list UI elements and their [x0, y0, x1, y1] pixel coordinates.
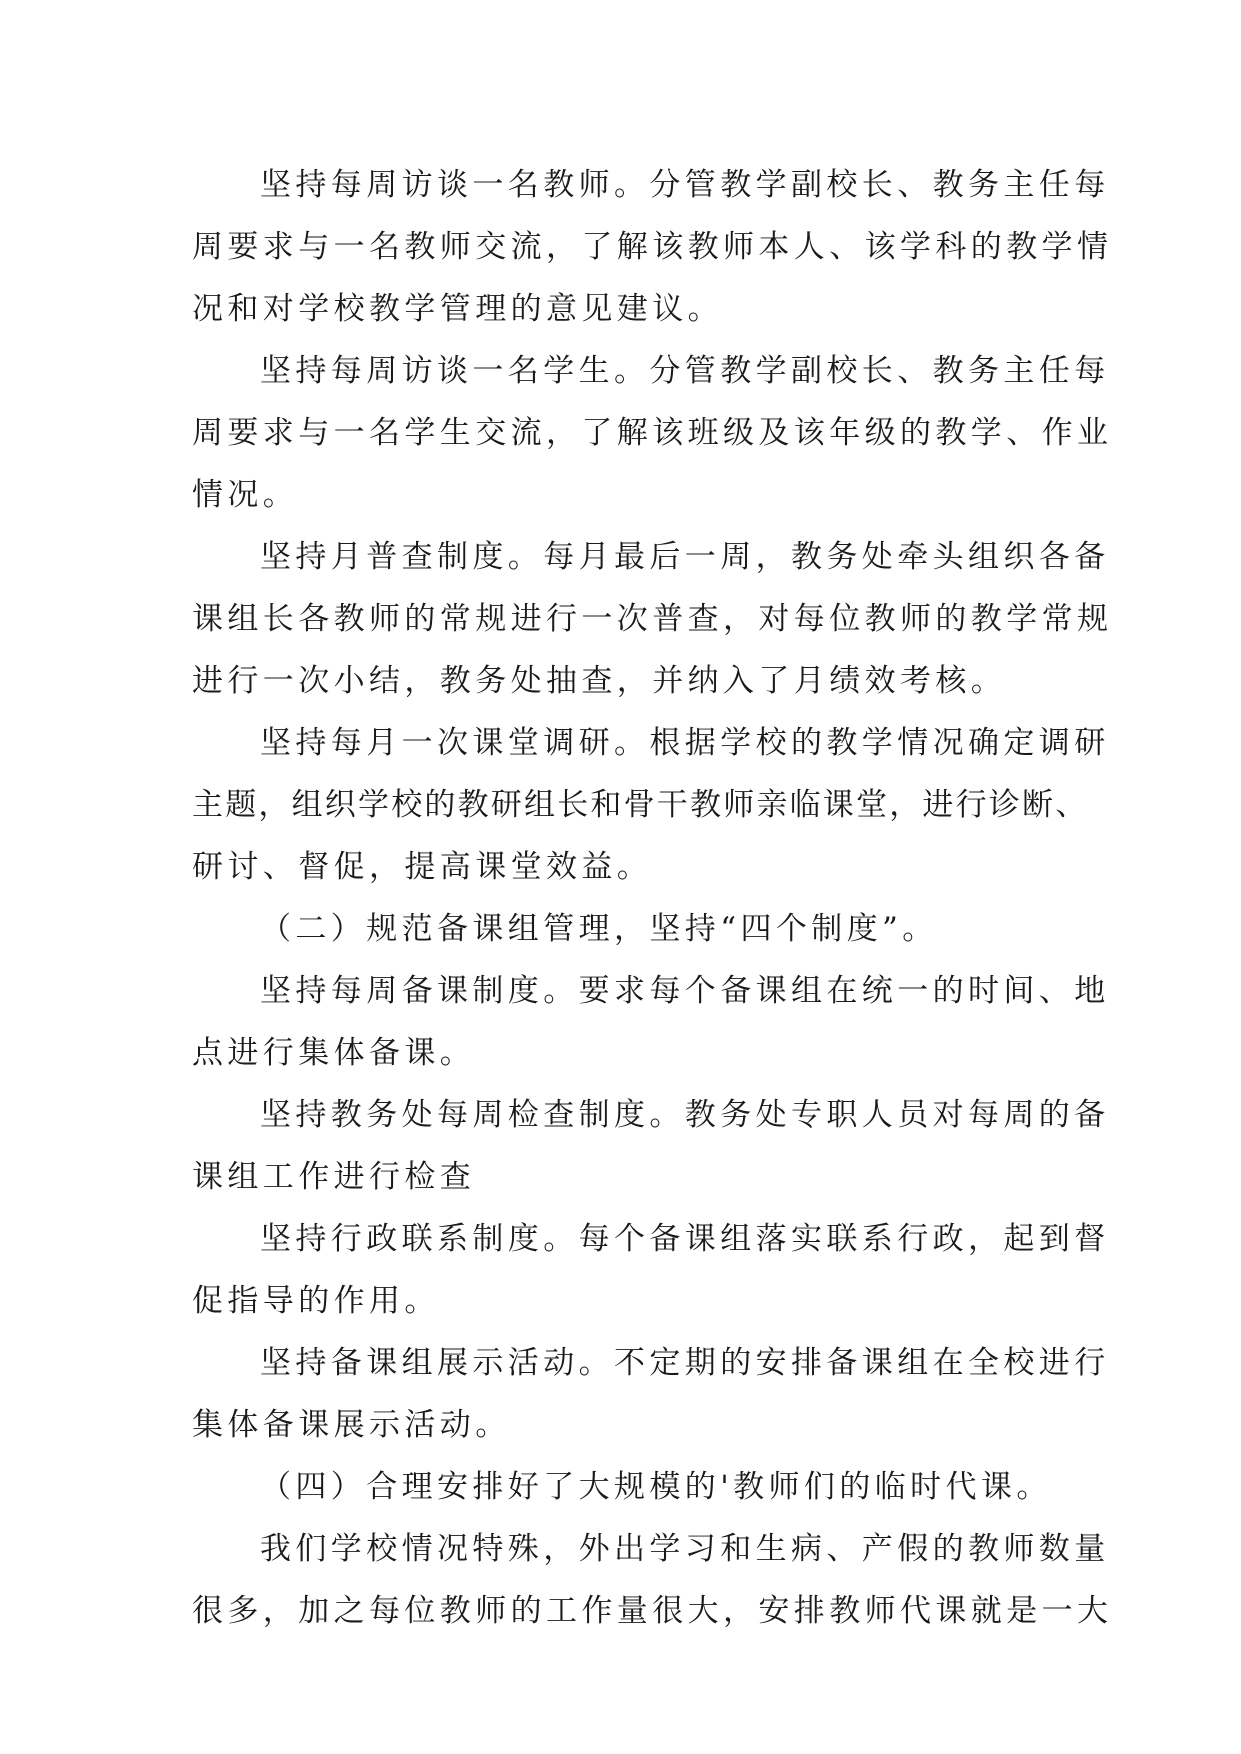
paragraph-prep-showcase — [192, 1332, 1110, 1456]
paragraph-line: 课组长各教师的常规进行一次普查，对每位教师的教学常规 — [192, 601, 1113, 637]
paragraph-line: 我们学校情况特殊，外出学习和生病、产假的教师数量 — [260, 1531, 1110, 1567]
paragraph-line: 点进行集体备课。 — [192, 1035, 476, 1071]
paragraph-line: 坚持每周访谈一名教师。分管教学副校长、教务主任每 — [260, 167, 1110, 203]
paragraph-line: 研讨、督促，提高课堂效益。 — [192, 849, 653, 885]
paragraph-line: 坚持行政联系制度。每个备课组落实联系行政，起到督 — [260, 1221, 1110, 1257]
section-heading-text: （四）合理安排好了大规模的'教师们的临时代课。 — [260, 1469, 1052, 1505]
paragraph-weekly-prep — [192, 960, 1110, 1084]
paragraph-line: 坚持月普查制度。每月最后一周，教务处牵头组织各备 — [260, 539, 1110, 575]
paragraph-monthly-check — [192, 526, 1113, 712]
document-body — [192, 154, 1113, 1642]
paragraph-line: 很多，加之每位教师的工作量很大，安排教师代课就是一大 — [192, 1593, 1113, 1629]
paragraph-teacher-interview — [192, 154, 1113, 340]
paragraph-line: 况和对学校教学管理的意见建议。 — [192, 291, 723, 327]
paragraph-admin-liaison — [192, 1208, 1110, 1332]
paragraph-line: 坚持每周访谈一名学生。分管教学副校长、教务主任每 — [260, 353, 1110, 389]
paragraph-classroom-research — [192, 712, 1110, 898]
section-heading-2 — [192, 898, 1052, 960]
paragraph-line: 周要求与一名教师交流，了解该教师本人、该学科的教学情 — [192, 229, 1113, 265]
paragraph-line: 集体备课展示活动。 — [192, 1407, 511, 1443]
paragraph-line: 情况。 — [192, 477, 299, 513]
paragraph-line: 坚持教务处每周检查制度。教务处专职人员对每周的备 — [260, 1097, 1110, 1133]
paragraph-student-interview — [192, 340, 1113, 526]
paragraph-line: 课组工作进行检查 — [192, 1159, 476, 1195]
section-heading-4 — [192, 1456, 1052, 1518]
paragraph-weekly-inspection — [192, 1084, 1110, 1208]
paragraph-line: 主题，组织学校的教研组长和骨干教师亲临课堂，进行诊断、 — [192, 787, 1089, 823]
section-heading-text: （二）规范备课组管理，坚持“四个制度”。 — [260, 911, 938, 947]
paragraph-line: 促指导的作用。 — [192, 1283, 440, 1319]
paragraph-substitute-teaching — [192, 1518, 1113, 1642]
paragraph-line: 坚持每周备课制度。要求每个备课组在统一的时间、地 — [260, 973, 1110, 1009]
paragraph-line: 坚持备课组展示活动。不定期的安排备课组在全校进行 — [260, 1345, 1110, 1381]
paragraph-line: 周要求与一名学生交流，了解该班级及该年级的教学、作业 — [192, 415, 1113, 451]
paragraph-line: 进行一次小结，教务处抽查，并纳入了月绩效考核。 — [192, 663, 1007, 699]
paragraph-line: 坚持每月一次课堂调研。根据学校的教学情况确定调研 — [260, 725, 1110, 761]
